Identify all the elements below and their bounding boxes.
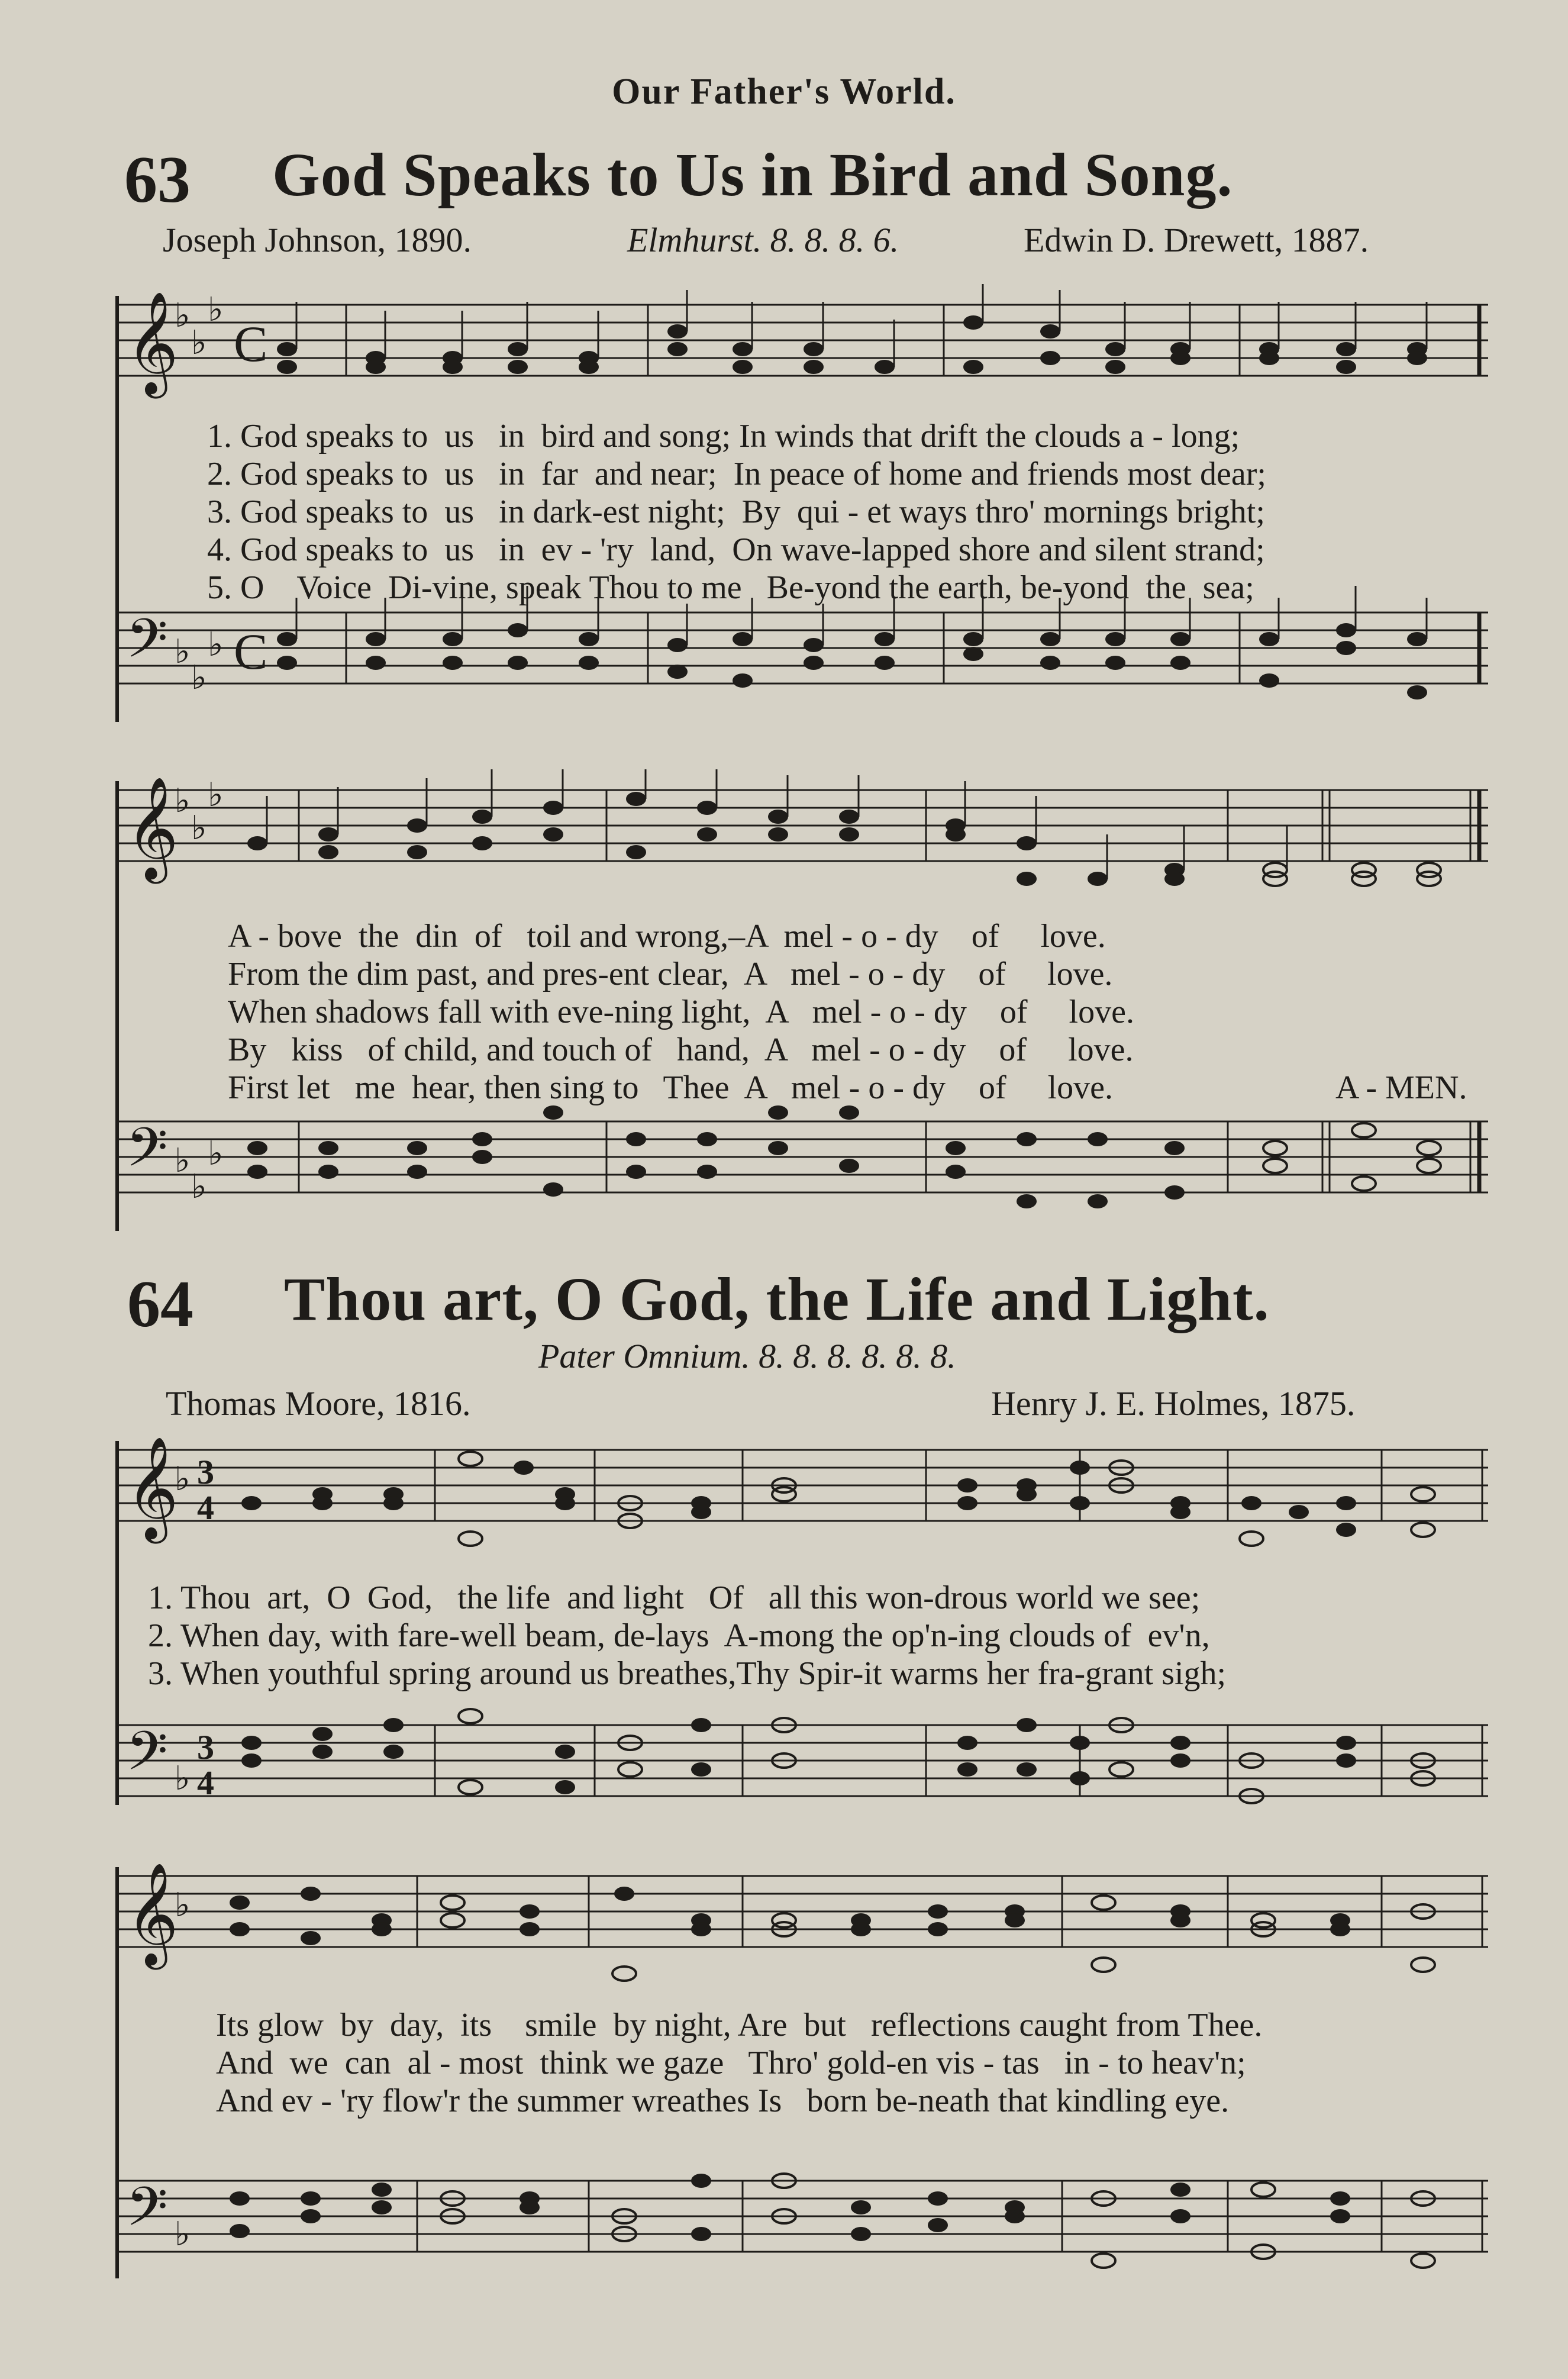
hymn-63-verse-3-line-1: 3. God speaks to us in dark-est night; By qui - et ways thro' mornings bright;	[207, 494, 1265, 530]
hymn-63-system-2	[115, 769, 1488, 1243]
hymn-63-tune-name: Elmhurst. 8. 8. 8. 6.	[627, 221, 899, 259]
hymn-64-verse-2-line-1: 2. When day, with fare-well beam, de-lays A-mong the op'n-ing clouds of ev'n,	[148, 1617, 1210, 1654]
svg-text:4: 4	[197, 1488, 214, 1527]
svg-text:𝄢: 𝄢	[126, 1116, 168, 1192]
hymn-63-verse-2-line-2: From the dim past, and pres-ent clear, A mel - o - dy of love.	[228, 956, 1113, 992]
svg-text:3: 3	[197, 1728, 214, 1766]
hymn-63-verse-1-line-1: 1. God speaks to us in bird and song; In winds that drift the clouds a - long;	[207, 418, 1240, 454]
svg-text:♭: ♭	[175, 1759, 191, 1798]
svg-text:♭: ♭	[175, 2215, 191, 2254]
svg-text:𝄞: 𝄞	[126, 1436, 179, 1539]
hymn-63-amen: A - MEN.	[1335, 1069, 1467, 1106]
hymn-64-verse-3-line-2: And ev - 'ry flow'r the summer wreathes Is born be-neath that kindling eye.	[216, 2083, 1230, 2119]
svg-text:𝄢: 𝄢	[126, 607, 168, 683]
hymn-64-music-credit: Henry J. E. Holmes, 1875.	[991, 1384, 1356, 1423]
running-head: Our Father's World.	[612, 72, 956, 112]
svg-text:4: 4	[197, 1764, 214, 1802]
svg-text:C: C	[234, 315, 268, 372]
hymn-64-verse-2-line-2: And we can al - most think we gaze Thro' gold-en vis - tas in - to heav'n;	[216, 2045, 1246, 2081]
svg-text:♭: ♭	[191, 324, 207, 362]
svg-text:♭: ♭	[175, 1460, 191, 1498]
hymn-64-verse-3-line-1: 3. When youthful spring around us breathes,Thy Spir-it warms her fra-grant sigh;	[148, 1655, 1227, 1692]
hymn-63-system-1	[115, 284, 1488, 734]
hymn-63-verse-5-line-1: 5. O Voice Di-vine, speak Thou to me Be-yond the earth, be-yond the sea;	[207, 569, 1254, 606]
hymn-63-verse-2-line-1: 2. God speaks to us in far and near; In peace of home and friends most dear;	[207, 456, 1266, 492]
hymn-63-verse-4-line-2: By kiss of child, and touch of hand, A mel - o - dy of love.	[228, 1031, 1134, 1068]
svg-text:♭: ♭	[175, 1142, 191, 1180]
hymn-63-words-credit: Joseph Johnson, 1890.	[163, 221, 472, 259]
svg-text:♭: ♭	[175, 296, 191, 335]
hymn-63-verse-4-line-1: 4. God speaks to us in ev - 'ry land, On wave-lapped shore and silent strand;	[207, 531, 1265, 568]
svg-text:𝄢: 𝄢	[126, 1720, 168, 1795]
svg-text:♭: ♭	[208, 776, 224, 814]
svg-text:♭: ♭	[175, 782, 191, 820]
svg-text:𝄞: 𝄞	[126, 776, 179, 879]
hymn-64-system-2	[115, 1852, 1488, 2302]
svg-text:♭: ♭	[191, 809, 207, 847]
hymn-64-tune-name: Pater Omnium. 8. 8. 8. 8. 8. 8.	[538, 1337, 956, 1375]
hymn-64-words-credit: Thomas Moore, 1816.	[166, 1384, 471, 1423]
hymn-64-number: 64	[127, 1268, 193, 1341]
hymn-63-verse-3-line-2: When shadows fall with eve-ning light, A mel - o - dy of love.	[228, 994, 1134, 1030]
hymn-63-title: God Speaks to Us in Bird and Song.	[272, 141, 1233, 209]
svg-text:3: 3	[197, 1453, 214, 1491]
svg-text:𝄞: 𝄞	[126, 291, 179, 394]
hymn-63-number: 63	[124, 143, 191, 217]
svg-text:C: C	[234, 623, 268, 680]
svg-text:♭: ♭	[208, 626, 224, 664]
hymn-63-music-credit: Edwin D. Drewett, 1887.	[1024, 221, 1369, 259]
hymn-64-verse-1-line-2: Its glow by day, its smile by night, Are but reflections caught from Thee.	[216, 2007, 1263, 2043]
hymn-64-system-1	[115, 1426, 1488, 1829]
hymn-63-verse-1-line-2: A - bove the din of toil and wrong,–A mel - o - dy of love.	[228, 918, 1106, 955]
hymn-64-verse-1-line-1: 1. Thou art, O God, the life and light Of all this won-drous world we see;	[148, 1579, 1201, 1616]
svg-text:♭: ♭	[191, 659, 207, 697]
svg-text:♭: ♭	[208, 291, 224, 329]
svg-text:♭: ♭	[191, 1168, 207, 1206]
svg-text:𝄢: 𝄢	[126, 2175, 168, 2251]
hymn-63-verse-5-line-2: First let me hear, then sing to Thee A mel - o - dy of love.	[228, 1069, 1114, 1106]
svg-text:♭: ♭	[175, 1886, 191, 1925]
svg-text:𝄞: 𝄞	[126, 1862, 179, 1965]
svg-text:♭: ♭	[175, 633, 191, 671]
hymn-64-title: Thou art, O God, the Life and Light.	[284, 1265, 1270, 1333]
svg-text:♭: ♭	[208, 1134, 224, 1173]
